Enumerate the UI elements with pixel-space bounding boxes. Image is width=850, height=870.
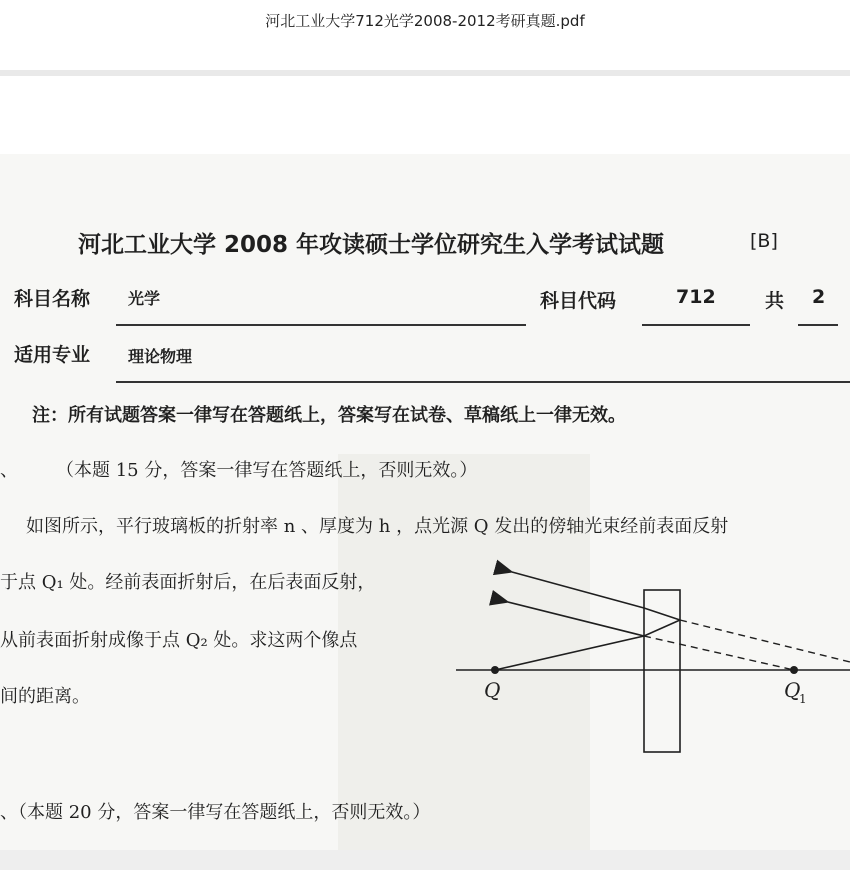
viewer-bottom-bar	[0, 850, 850, 870]
page-gap	[0, 76, 850, 154]
total-pages-label: 共	[765, 290, 785, 312]
q1-header: （本题 15 分，答案一律写在答题纸上，否则无效。）	[56, 460, 478, 481]
q1-prefix: 、	[0, 460, 18, 481]
subject-name-underline	[116, 324, 526, 326]
document-title: 河北工业大学712光学2008-2012考研真题.pdf	[265, 12, 585, 30]
q1-line-2: 于点 Q₁ 处。经前表面折射后，在后表面反射，	[0, 572, 376, 593]
major-value: 理论物理	[128, 347, 193, 366]
refracted-ray	[644, 620, 680, 636]
document-page	[0, 154, 850, 850]
exam-note: 注：所有试题答案一律写在答题纸上，答案写在试卷、草稿纸上一律无效。	[32, 405, 626, 426]
total-pages-underline	[798, 324, 838, 326]
point-q	[491, 666, 499, 674]
label-q: Q	[484, 678, 501, 702]
label-q1: Q	[784, 678, 801, 702]
point-q1	[790, 666, 798, 674]
q2-header: 、（本题 20 分，答案一律写在答题纸上，否则无效。）	[0, 802, 431, 823]
subject-code-label: 科目代码	[540, 290, 617, 312]
subject-code-underline	[642, 324, 750, 326]
label-q1-subscript: 1	[799, 692, 807, 706]
major-label: 适用专业	[14, 344, 91, 366]
back-reflected-ray-inside	[644, 608, 680, 620]
exit-ray	[512, 572, 644, 608]
q1-line-1: 如图所示，平行玻璃板的折射率 n 、厚度为 h ，点光源 Q 发出的傍轴光束经前表面反射	[26, 516, 729, 537]
optics-figure	[440, 556, 850, 756]
subject-code-value: 712	[676, 286, 716, 308]
q1-line-4: 间的距离。	[0, 686, 90, 707]
major-underline	[116, 381, 850, 383]
subject-name-value: 光学	[128, 289, 161, 308]
subject-name-label: 科目名称	[14, 288, 91, 310]
q1-line-3: 从前表面折射成像于点 Q₂ 处。求这两个像点	[0, 630, 358, 651]
total-pages-value: 2	[812, 286, 826, 308]
incident-ray	[495, 636, 644, 670]
viewer-toolbar	[0, 0, 850, 70]
virtual-extension-2	[680, 620, 850, 662]
paper-tag: [B]	[750, 230, 778, 252]
virtual-extension-1	[644, 636, 794, 670]
front-reflected-ray	[508, 602, 644, 636]
exam-title: 河北工业大学 2008 年攻读硕士学位研究生入学考试试题	[78, 232, 665, 258]
